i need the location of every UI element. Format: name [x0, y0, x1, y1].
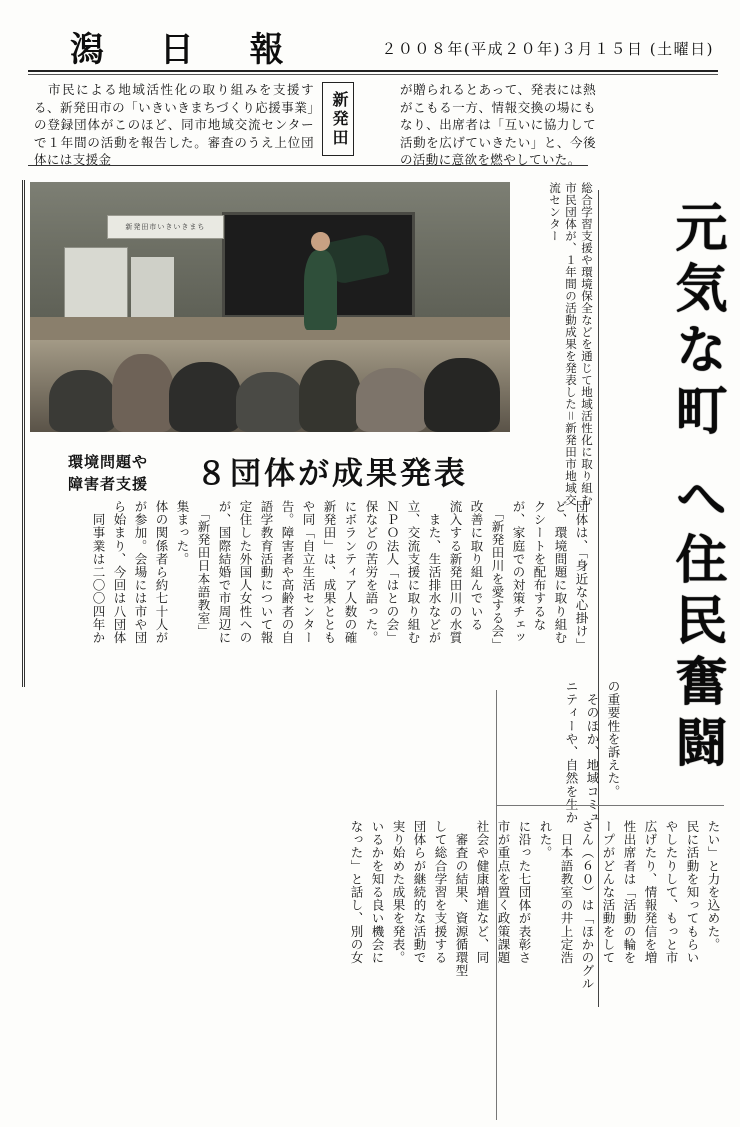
- body-column-lower: に沿った七団体が表彰さ: [517, 820, 531, 965]
- body-column-right: そのほか、地域コミュ: [585, 680, 599, 825]
- photo-audience: [30, 332, 510, 432]
- issue-date: ２００８年(平成２０年)３月１５日 (土曜日): [381, 40, 714, 58]
- body-column: 立、交流支援に取り組む: [406, 500, 420, 645]
- body-column: また、生活排水などが: [427, 500, 441, 645]
- body-column: が、家庭での対策チェッ: [511, 500, 525, 645]
- body-column: 「新発田川を愛する会」: [490, 500, 504, 651]
- paper-name: 潟 日 報: [70, 30, 306, 70]
- body-column: が、国際結婚で市周辺に: [217, 500, 231, 645]
- photo-display-panel-right: [131, 257, 174, 325]
- body-column: にボランティア人数の確: [343, 500, 357, 645]
- photo-audience-head: [299, 360, 361, 432]
- left-edge-rule: [22, 180, 25, 687]
- body-columns-lower: [349, 820, 722, 1120]
- body-column: 告。障害者や高齢者の自: [280, 500, 294, 645]
- photo-audience-head: [49, 370, 116, 432]
- body-column-lower: 審査の結果、資源循環型: [454, 820, 468, 978]
- body-column-lower: 広げたり、情報発信を増: [643, 820, 657, 965]
- lower-section-rule: [496, 805, 724, 806]
- kicker-label: 新発田: [330, 90, 347, 148]
- body-column: 定住した外国人女性への: [238, 500, 252, 645]
- masthead: [28, 22, 718, 76]
- sub-headline-small: [68, 452, 148, 496]
- body-column: 新発田」は、成果ととも: [322, 500, 336, 645]
- kicker-badge: [322, 82, 354, 156]
- body-column: 集まった。: [175, 500, 189, 566]
- body-column: 流入する新発田川の水質: [448, 500, 462, 645]
- body-column: ら始まり、今回は八団体: [112, 500, 126, 645]
- main-headline: 元気な町 へ住民奮闘: [666, 200, 727, 777]
- photo-audience-head: [169, 362, 241, 432]
- lead-paragraphs: [34, 82, 596, 167]
- photo-audience-head: [356, 368, 428, 432]
- body-column-lower: さん（６０）は「ほかのグル: [580, 820, 594, 991]
- body-column-lower: 市が重点を置く政策課題: [496, 820, 510, 965]
- body-column-lower: なった」と話し、別の女: [349, 820, 363, 965]
- body-column: が参加。会場には市や団: [133, 500, 147, 645]
- body-column-lower: 日本語教室の井上定浩: [559, 820, 573, 965]
- divider-rule: [28, 165, 588, 166]
- photo-audience-head: [424, 358, 501, 432]
- body-column-lower: たい」と力を込めた。: [706, 820, 720, 951]
- body-column-lower: 団体らが継続的な活動で: [412, 820, 426, 965]
- body-columns: [30, 500, 590, 680]
- body-column: 同事業は二〇〇四年か: [91, 500, 105, 645]
- lower-column-divider: [496, 690, 497, 1120]
- body-column-lower: やしたりして、もっと市: [664, 820, 678, 965]
- body-column: クシートを配布するな: [532, 500, 546, 631]
- body-column-lower: 性出席者は「活動の輪を: [622, 820, 636, 965]
- sub-headline-big: ８団体が成果発表: [196, 456, 468, 492]
- body-column-lower: して総合学習を支援する: [433, 820, 447, 965]
- body-column-lower: 社会や健康増進など、同: [475, 820, 489, 965]
- photo-banner: 新発田市いきいきまち: [107, 215, 224, 240]
- body-column: ＮＰＯ法人「はとの会」: [385, 500, 399, 645]
- lead-column-right: が贈られるとあって、発表には熱がこもる一方、情報交換の場にもなり、出席者は「互いに協力して活動を広げていきたい」と、今後の活動に意欲を燃やしていた。: [400, 83, 596, 167]
- lead-column-left: 市民による地域活性化の取り組みを支援する、新発田市の「いきいきまちづくり応援事業」の登録団体がこのほど、同市地域交流センターで１年間の活動を報告した。審査のうえ上位団体には支援金: [34, 83, 314, 167]
- article-photo: [30, 182, 510, 432]
- body-column: 保などの苦労を語った。: [364, 500, 378, 645]
- body-column: ど、環境問題に取り組む: [553, 500, 567, 645]
- body-column-lower: 民に活動を知ってもらい: [685, 820, 699, 965]
- body-column: や同「自立生活センター: [301, 500, 315, 645]
- body-column-lower: いるかを知る良い機会に: [370, 820, 384, 965]
- photo-audience-head: [236, 372, 303, 432]
- sub-headline-small-line1: 環境問題や: [68, 455, 149, 471]
- photo-audience-head: [112, 354, 174, 432]
- photo-presenter: [304, 250, 338, 330]
- body-column: 語学教育活動について報: [259, 500, 273, 645]
- body-column-right: の重要性を訴えた。: [606, 680, 620, 798]
- body-column: 改善に取り組んでいる: [469, 500, 483, 631]
- body-column: 団体は、「身近な心掛け」: [574, 500, 588, 651]
- body-column-lower: ープがどんな活動をして: [601, 820, 615, 965]
- body-column-lower: れた。: [538, 820, 552, 860]
- photo-caption: 総合学習支援や環境保全などを通じて地域活性化に取り組む市民団体が、１年間の活動成果を発表した＝新発田市地域交流センター: [548, 182, 592, 506]
- body-column: 体の関係者ら約七十人が: [154, 500, 168, 645]
- masthead-rule: [28, 70, 718, 72]
- body-column-lower: 実り始めた成果を発表。: [391, 820, 405, 965]
- masthead-rule-secondary: [28, 74, 718, 75]
- body-column: 「新発田日本語教室」: [196, 500, 210, 638]
- sub-headline-small-line2: 障害者支援: [68, 477, 149, 493]
- body-column-right: ニティーや、自然を生か: [564, 680, 578, 825]
